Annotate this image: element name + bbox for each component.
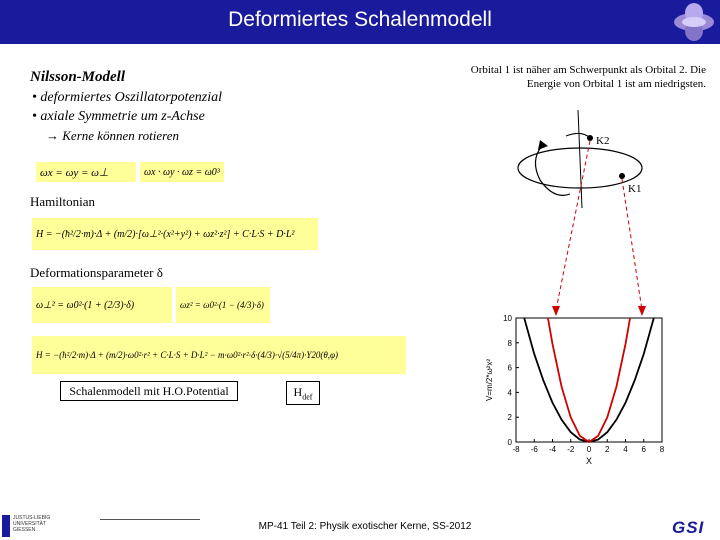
k1-point: [619, 173, 625, 179]
chart-xlabel: X: [585, 456, 593, 466]
gsi-logo: GSI: [672, 518, 705, 537]
y-tick-label: 6: [507, 363, 512, 373]
hamiltonian-label: Hamiltonian: [30, 194, 95, 209]
x-tick-label: 6: [641, 445, 646, 454]
hdef-main: H: [293, 385, 303, 399]
series-line-1: [524, 318, 654, 442]
chart-lines: [524, 318, 654, 442]
uni-logo-line-2: UNIVERSITÄT: [13, 521, 47, 527]
x-tick-label: 0: [586, 445, 592, 454]
formula-hamiltonian: H = −(ħ²/2·m)·Δ + (m/2)·[ω⊥²·(x²+y²) + ωz²·z²] + C·L·S + D·L²: [32, 218, 318, 250]
rotation-arrowhead-icon: [538, 140, 548, 150]
y-tick-label: 2: [507, 413, 512, 423]
formula-omega-perp: ωx = ωy = ω⊥: [36, 162, 136, 182]
hdef-sub: def: [302, 392, 313, 402]
k1-arrow-line: [622, 179, 642, 310]
y-tick-label: 4: [507, 388, 512, 398]
x-tick-label: -2: [567, 445, 575, 454]
arrow-note: → Kerne können rotieren: [46, 128, 179, 143]
y-tick-label: 8: [507, 338, 512, 348]
formula-omega-product: ωx · ωy · ωz = ω0³: [140, 162, 224, 182]
series-line-2: [548, 318, 630, 442]
x-tick-label: 8: [659, 445, 665, 454]
footer-text: MP-41 Teil 2: Physik exotischer Kerne, SS-2012: [258, 521, 472, 532]
plot-frame: [516, 318, 662, 442]
y-tick-label: 0: [507, 438, 512, 447]
k2-label: K2: [596, 135, 610, 147]
uni-logo: [2, 515, 62, 539]
orbital-axis: [578, 110, 582, 208]
orbital-sketch: [500, 108, 670, 318]
box-ho-potential: Schalenmodell mit H.O.Potential: [60, 381, 238, 401]
x-tick-label: 2: [605, 445, 610, 454]
chart-ylabel: V=m/2*ω²x²: [485, 358, 494, 402]
x-tick-label: -6: [530, 445, 538, 454]
uni-logo-line-1: JUSTUS-LIEBIG: [13, 515, 51, 521]
footer-divider: [100, 519, 200, 520]
y-tick-label: 10: [503, 314, 512, 323]
potential-chart: [476, 310, 670, 474]
heading-nilsson: Nilsson-Modell: [30, 69, 126, 85]
chart-axes: [516, 318, 662, 442]
x-tick-label: 4: [623, 445, 628, 454]
k1-label: K1: [628, 183, 642, 195]
k2-point: [587, 135, 593, 141]
formula-omega-perp-delta: ω⊥² = ω0²·(1 + (2/3)·δ): [32, 287, 172, 323]
chart-ticks: [503, 314, 665, 454]
formula-omega-z-delta: ωz² = ω0²·(1 − (4/3)·δ): [176, 287, 270, 323]
orbital-note: Orbital 1 ist näher am Schwerpunkt als Orbital 2. Die Energie von Orbital 1 ist am niedrigsten.: [470, 64, 706, 90]
orbital-logo-icon: [672, 2, 716, 42]
uni-logo-mark: [2, 515, 10, 537]
x-tick-label: -4: [548, 445, 557, 454]
deformation-label: Deformationsparameter δ: [30, 265, 163, 280]
uni-logo-line-3: GIESSEN: [13, 527, 36, 533]
box-hdef: [286, 381, 320, 405]
k2-arrow-line: [556, 141, 590, 310]
bullet-1: • deformiertes Oszillatorpotenzial: [32, 90, 223, 105]
x-tick-label: -8: [512, 445, 520, 454]
formula-nilsson-hamiltonian: H = −(ħ²/2·m)·Δ + (m/2)·ω0²·r² + C·L·S + D·L² − m·ω0²·r²·δ·(4/3)·√(5/4π)·Y20(θ,φ): [32, 336, 406, 374]
bullet-2: • axiale Symmetrie um z-Achse: [32, 109, 205, 124]
slide-title: Deformiertes Schalenmodell: [228, 8, 492, 31]
rotation-arrow-top: [566, 133, 590, 138]
